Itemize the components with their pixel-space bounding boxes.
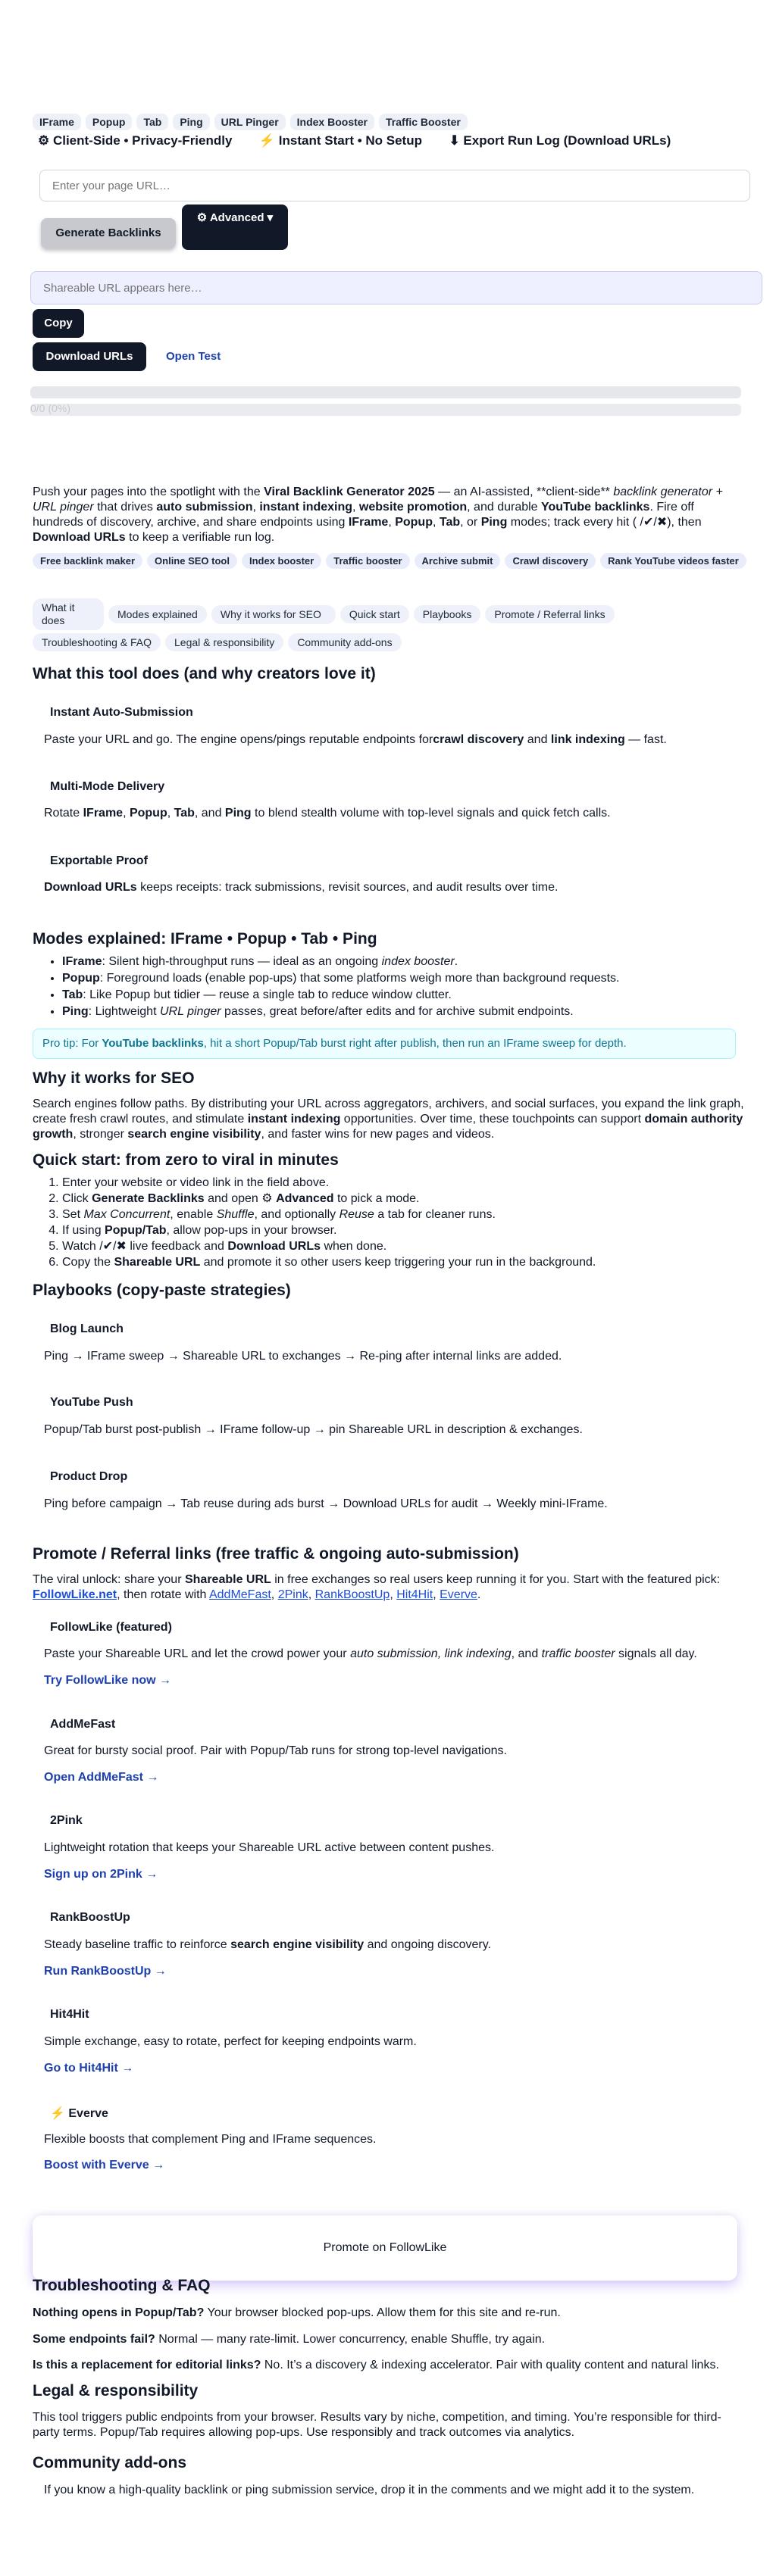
quick-title: Quick start: from zero to viral in minutes xyxy=(33,1151,339,1169)
referral-bold: search engine visibility xyxy=(230,1938,365,1951)
copy-button[interactable]: Copy xyxy=(33,309,84,338)
playbooks-title: Playbooks (copy-paste strategies) xyxy=(33,1282,291,1299)
quick-steps xyxy=(45,1174,759,1271)
mode-name: Tab xyxy=(62,988,83,1001)
mode-name: IFrame xyxy=(62,955,102,968)
tab-promote[interactable]: Promote / Referral links xyxy=(485,605,614,623)
referral-text: Lightweight rotation that keeps your Shareable URL active between content pushes. xyxy=(44,1841,495,1854)
intro-text: Push your pages into the spotlight with the xyxy=(33,486,264,498)
intro-bold: Ping xyxy=(480,516,508,529)
faq-answer: Normal — many rate-limit. Lower concurrency, enable Shuffle, try again. xyxy=(155,2333,546,2346)
referral-title: AddMeFast xyxy=(50,1718,116,1731)
referral-em: auto submission, link indexing xyxy=(350,1647,512,1660)
mode-desc: . xyxy=(454,955,458,968)
step-em: Reuse xyxy=(339,1208,374,1221)
step-text: Copy the xyxy=(62,1256,114,1269)
promote-sep: , xyxy=(433,1588,440,1601)
promote-intro xyxy=(33,1572,745,1603)
referral-title: RankBoostUp xyxy=(50,1911,130,1924)
mode-item xyxy=(62,1004,759,1019)
tab-why-it-works[interactable]: Why it works for SEO xyxy=(211,605,336,624)
promote-text: in free exchanges so real users keep running it for you. Start with the featured pick: xyxy=(271,1573,721,1586)
generate-backlinks-button[interactable]: Generate Backlinks xyxy=(41,218,176,248)
referral-text-part: Steady baseline traffic to reinforce xyxy=(44,1938,231,1951)
intro-emphasis: backlink generator + URL pinger xyxy=(33,486,723,514)
step-bold: Popup/Tab xyxy=(105,1224,167,1237)
chip-iframe[interactable]: IFrame xyxy=(33,114,81,130)
intro-bold: Download URLs xyxy=(33,531,126,544)
download-urls-button[interactable]: Download URLs xyxy=(33,342,146,371)
promote-bold: Shareable URL xyxy=(184,1573,271,1586)
cta-hit4hit[interactable]: Go to Hit4Hit → xyxy=(44,2062,134,2075)
card-text-part: and xyxy=(524,733,551,746)
featured-link-followlike[interactable]: FollowLike.net xyxy=(33,1588,117,1601)
playbook-text: Popup/Tab burst post-publish → IFrame follow-up → pin Shareable URL in description & exchanges. xyxy=(44,1423,583,1436)
faq-item xyxy=(33,2306,745,2321)
shareable-url-field[interactable] xyxy=(30,271,762,304)
tag-free-backlink-maker: Free backlink maker xyxy=(33,553,142,569)
keyword-tags xyxy=(33,553,760,572)
intro-paragraph xyxy=(33,485,745,545)
tab-modes-explained[interactable]: Modes explained xyxy=(108,605,207,623)
step-text: , and optionally xyxy=(254,1208,340,1221)
step-text: , allow pop-ups in your browser. xyxy=(166,1224,337,1237)
referral-title: Hit4Hit xyxy=(50,2008,89,2021)
step-item xyxy=(62,1239,759,1254)
intro-sep: , xyxy=(352,501,359,514)
tab-legal[interactable]: Legal & responsibility xyxy=(165,633,283,651)
tag-traffic-booster: Traffic booster xyxy=(326,553,409,569)
step-bold: Download URLs xyxy=(227,1240,321,1253)
referral-text: Great for bursty social proof. Pair with Popup/Tab runs for strong top-level navigations. xyxy=(44,1744,507,1757)
why-bold: search engine visibility xyxy=(127,1128,261,1141)
tag-archive-submit: Archive submit xyxy=(415,553,501,569)
intro-text: — an AI-assisted, **client-side** xyxy=(434,486,614,498)
referral-title: ⚡ Everve xyxy=(50,2107,108,2120)
progress-bar-1 xyxy=(30,386,741,398)
tab-troubleshooting[interactable]: Troubleshooting & FAQ xyxy=(33,633,161,651)
chip-ping[interactable]: Ping xyxy=(173,114,209,130)
tag-rank-youtube: Rank YouTube videos faster xyxy=(600,553,746,569)
playbook-title: Product Drop xyxy=(50,1470,128,1483)
step-bold: Shareable URL xyxy=(114,1256,201,1269)
intro-bold: Popup xyxy=(395,516,433,529)
chip-index-booster[interactable]: Index Booster xyxy=(290,114,374,130)
promote-followlike-banner[interactable]: Promote on FollowLike xyxy=(33,2215,737,2281)
intro-bold: YouTube backlinks xyxy=(541,501,650,514)
why-title: Why it works for SEO xyxy=(33,1069,195,1087)
card-bold: Ping xyxy=(224,807,252,820)
promote-title: Promote / Referral links (free traffic & ongoing auto-submission) xyxy=(33,1545,519,1563)
referral-text-part: , and xyxy=(511,1647,542,1660)
advanced-toggle-button[interactable]: ⚙ Advanced ▾ xyxy=(182,205,288,250)
intro-text: , and durable xyxy=(467,501,542,514)
card-title: Exportable Proof xyxy=(50,854,148,867)
promote-text: , then rotate with xyxy=(117,1588,209,1601)
what-title: What this tool does (and why creators love it) xyxy=(33,665,376,682)
why-text: opportunities. Over time, these touchpoints can support xyxy=(340,1113,645,1126)
step-text: Set xyxy=(62,1208,84,1221)
intro-bold: Tab xyxy=(439,516,461,529)
intro-bold: website promotion xyxy=(358,501,468,514)
card-title: Multi-Mode Delivery xyxy=(50,780,165,793)
step-text: and promote it so other users keep triggering your run in the background. xyxy=(200,1256,596,1269)
card-text-part: Paste your URL and go. The engine opens/pings reputable endpoints for xyxy=(44,733,433,746)
cta-rankboostup[interactable]: Run RankBoostUp → xyxy=(44,1965,167,1978)
mode-item xyxy=(62,988,759,1003)
community-text: If you know a high-quality backlink or ping submission service, drop it in the comments and we might add it to the system. xyxy=(44,2484,695,2496)
link-everve[interactable]: Everve xyxy=(440,1588,477,1601)
tab-community[interactable]: Community add-ons xyxy=(288,633,401,651)
url-input[interactable] xyxy=(39,170,750,201)
export-run-log-link[interactable]: ⬇ Export Run Log (Download URLs) xyxy=(449,133,671,148)
card-bold: IFrame xyxy=(83,807,124,820)
intro-text: . Fire off hundreds of discovery, archive, and share endpoints using xyxy=(33,501,694,529)
card-sep: , xyxy=(123,807,130,820)
mode-name: Ping xyxy=(62,1005,89,1018)
mode-em: index booster xyxy=(381,955,455,968)
link-addmefast[interactable]: AddMeFast xyxy=(208,1588,271,1601)
referral-text-part: and ongoing discovery. xyxy=(364,1938,491,1951)
modes-title: Modes explained: IFrame • Popup • Tab • Ping xyxy=(33,930,377,948)
card-title: Instant Auto-Submission xyxy=(50,706,193,719)
card-bold: crawl discovery xyxy=(433,733,524,746)
link-hit4hit[interactable]: Hit4Hit xyxy=(396,1588,433,1601)
card-bold: Download URLs xyxy=(44,881,137,894)
referral-text xyxy=(44,1647,756,1662)
intro-sep: , xyxy=(252,501,260,514)
mode-chip-bar xyxy=(33,114,472,130)
brand-name: Viral Backlink Generator 2025 xyxy=(264,486,435,498)
intro-bold: instant indexing xyxy=(259,501,353,514)
chip-traffic-booster[interactable]: Traffic Booster xyxy=(379,114,468,130)
link-2pink[interactable]: 2Pink xyxy=(277,1588,308,1601)
promote-sep: , xyxy=(390,1588,397,1601)
chip-url-pinger[interactable]: URL Pinger xyxy=(214,114,286,130)
legal-text: This tool triggers public endpoints from your browser. Results vary by niche, competition, and timing. You’re responsible for third-party terms. Popup/Tab requires allowing pop-ups. Use responsibly and track outcomes via analytics. xyxy=(33,2411,721,2439)
why-text: , stronger xyxy=(73,1128,128,1141)
mode-desc: passes, great before/after edits and for archive submit endpoints. xyxy=(221,1005,574,1018)
step-item xyxy=(62,1191,759,1206)
card-text xyxy=(44,732,756,748)
card-text-part: keeps receipts: track submissions, revisit sources, and audit results over time. xyxy=(136,881,559,894)
faq-title: Troubleshooting & FAQ xyxy=(33,2277,211,2294)
step-text: a tab for cleaner runs. xyxy=(374,1208,496,1221)
card-text-part: Rotate xyxy=(44,807,83,820)
referral-text xyxy=(44,1937,756,1953)
card-text-part: — fast. xyxy=(624,733,667,746)
referral-text: Flexible boosts that complement Ping and IFrame sequences. xyxy=(44,2133,377,2146)
mode-name: Popup xyxy=(62,972,100,985)
card-bold: link indexing xyxy=(550,733,625,746)
step-text: Click xyxy=(62,1192,92,1205)
pro-tip-box xyxy=(33,1029,736,1059)
mode-item xyxy=(62,971,759,986)
why-bold: domain authority growth xyxy=(33,1113,743,1141)
mode-desc: : Lightweight xyxy=(88,1005,160,1018)
step-text: to pick a mode. xyxy=(333,1192,420,1205)
referral-text-part: Paste your Shareable URL and let the crowd power your xyxy=(44,1647,351,1660)
tab-quick-start[interactable]: Quick start xyxy=(340,605,409,623)
referral-title: 2Pink xyxy=(50,1814,83,1827)
tag-index-booster: Index booster xyxy=(242,553,321,569)
step-text: If using xyxy=(62,1224,105,1237)
promote-end: . xyxy=(477,1588,481,1601)
community-title: Community add-ons xyxy=(33,2454,186,2471)
step-text: and open ⚙ xyxy=(204,1192,277,1205)
card-bold: Popup xyxy=(129,807,167,820)
section-nav xyxy=(33,598,760,651)
step-item xyxy=(62,1223,759,1238)
open-test-link[interactable]: Open Test xyxy=(166,350,221,363)
tag-crawl-discovery: Crawl discovery xyxy=(505,553,596,569)
referral-text-part: signals all day. xyxy=(615,1647,697,1660)
step-text: when done. xyxy=(321,1240,387,1253)
cta-followlike[interactable]: Try FollowLike now → xyxy=(44,1674,172,1687)
faq-item xyxy=(33,2332,745,2347)
intro-sep: , or xyxy=(460,516,481,529)
intro-bold: auto submission xyxy=(156,501,253,514)
why-text: , and faster wins for new pages and videos. xyxy=(261,1128,495,1141)
step-text: , enable xyxy=(170,1208,217,1221)
step-bold: Generate Backlinks xyxy=(92,1192,205,1205)
faq-question: Some endpoints fail? xyxy=(33,2333,155,2346)
progress-bar-2 xyxy=(30,404,741,416)
chip-popup[interactable]: Popup xyxy=(86,114,133,130)
mode-desc: : Silent high-throughput runs — ideal as an ongoing xyxy=(102,955,382,968)
feature-line xyxy=(38,133,671,148)
faq-answer: Your browser blocked pop-ups. Allow them for this site and re-run. xyxy=(204,2306,561,2319)
faq-question: Nothing opens in Popup/Tab? xyxy=(33,2306,205,2319)
card-text xyxy=(44,880,756,895)
feature-instant-start: ⚡ Instant Start • No Setup xyxy=(258,133,422,148)
modes-list xyxy=(45,953,759,1021)
playbook-title: YouTube Push xyxy=(50,1396,133,1409)
referral-title: FollowLike (featured) xyxy=(50,1621,172,1634)
tab-playbooks[interactable]: Playbooks xyxy=(414,605,481,623)
why-bold: instant indexing xyxy=(247,1113,341,1126)
intro-text: that drives xyxy=(93,501,157,514)
referral-em: traffic booster xyxy=(541,1647,615,1660)
step-bold: Advanced xyxy=(276,1192,334,1205)
promote-sep: , xyxy=(308,1588,315,1601)
faq-answer: No. It’s a discovery & indexing accelerator. Pair with quality content and natural links. xyxy=(261,2359,719,2371)
playbook-title: Blog Launch xyxy=(50,1322,124,1335)
tip-bold: YouTube backlinks xyxy=(102,1037,204,1050)
playbook-text: Ping → IFrame sweep → Shareable URL to exchanges → Re-ping after internal links are added. xyxy=(44,1350,562,1363)
tag-online-seo-tool: Online SEO tool xyxy=(147,553,237,569)
step-em: Shuffle xyxy=(216,1208,255,1221)
feature-client-side: ⚙ Client-Side • Privacy-Friendly xyxy=(38,133,233,148)
mode-desc: : Foreground loads (enable pop-ups) that some platforms weigh more than background requests. xyxy=(99,972,620,985)
step-text: Enter your website or video link in the field above. xyxy=(62,1176,330,1189)
card-text xyxy=(44,806,756,821)
mode-em: URL pinger xyxy=(159,1005,221,1018)
why-text: Search engines follow paths. By distributing your URL across aggregators, archivers, and social surfaces, you expand the link graph, create fresh crawl routes, and stimulate xyxy=(33,1098,744,1126)
mode-item xyxy=(62,954,759,970)
mode-desc: : Like Popup but tidier — reuse a single tab to reduce window clutter. xyxy=(83,988,452,1001)
tip-text: Pro tip: For xyxy=(42,1037,102,1050)
playbook-text: Ping before campaign → Tab reuse during ads burst → Download URLs for audit → Weekly mini-IFrame. xyxy=(44,1497,608,1510)
tip-text: , hit a short Popup/Tab burst right after publish, then run an IFrame sweep for depth. xyxy=(203,1037,627,1050)
intro-text: modes; track every hit ( /✔/✖), then xyxy=(507,516,702,529)
card-text-part: to blend stealth volume with top-level signals and quick fetch calls. xyxy=(251,807,611,820)
step-item xyxy=(62,1255,759,1269)
why-paragraph xyxy=(33,1097,745,1142)
cta-addmefast[interactable]: Open AddMeFast → xyxy=(44,1771,159,1784)
tab-what-it-does[interactable]: What it does xyxy=(33,598,104,630)
intro-text: to keep a verifiable run log. xyxy=(125,531,275,544)
faq-item xyxy=(33,2358,745,2373)
faq-question: Is this a replacement for editorial links? xyxy=(33,2359,261,2371)
cta-everve[interactable]: Boost with Everve → xyxy=(44,2159,165,2172)
intro-sep: , xyxy=(432,516,440,529)
promote-text: The viral unlock: share your xyxy=(33,1573,185,1586)
card-text-part: , and xyxy=(194,807,225,820)
card-bold: Tab xyxy=(174,807,195,820)
referral-text: Simple exchange, easy to rotate, perfect for keeping endpoints warm. xyxy=(44,2035,417,2048)
legal-title: Legal & responsibility xyxy=(33,2382,199,2400)
link-rankboostup[interactable]: RankBoostUp xyxy=(314,1588,390,1601)
card-sep: , xyxy=(167,807,174,820)
step-item xyxy=(62,1207,759,1222)
step-em: Max Concurrent xyxy=(83,1208,171,1221)
step-item xyxy=(62,1176,759,1190)
intro-bold: IFrame xyxy=(348,516,389,529)
step-text: Watch /✔/✖ live feedback and xyxy=(62,1240,228,1253)
promote-sep: , xyxy=(271,1588,278,1601)
intro-sep: , xyxy=(388,516,396,529)
chip-tab[interactable]: Tab xyxy=(136,114,168,130)
cta-2pink[interactable]: Sign up on 2Pink → xyxy=(44,1868,158,1881)
